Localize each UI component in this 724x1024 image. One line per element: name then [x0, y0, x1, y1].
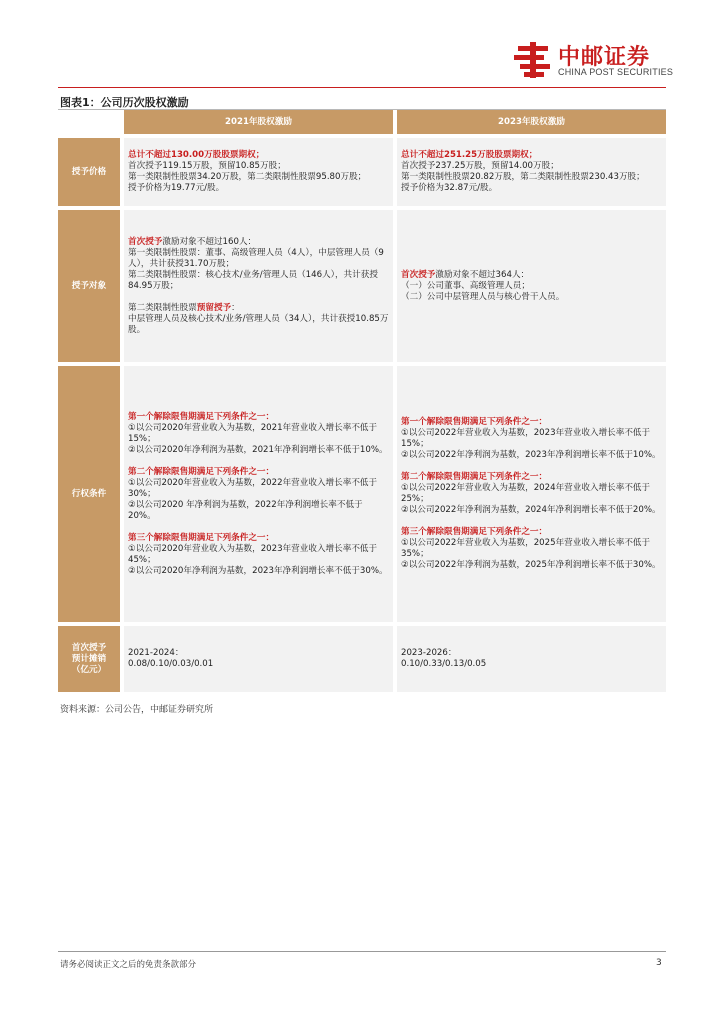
table-header-row — [58, 110, 666, 134]
cell-2023-amortization: 2023-2026： 0.10/0.33/0.13/0.05 — [397, 626, 666, 692]
source-note: 资料来源：公司公告，中邮证券研究所 — [60, 705, 214, 715]
table-row-amortization — [58, 626, 666, 692]
equity-incentive-table — [58, 110, 666, 692]
row-label-grant-price: 授予价格 — [58, 138, 120, 206]
cell-2023-exercise-conditions: 第一个解除限售期满足下列条件之一： ①以公司2022年营业收入为基数，2023年营业收入增长率不低于15%； ②以公司2022年净利润为基数，2023年净利润增长率不低于10%。 第二个解除限售期满足下列条件之一： ①以公司2022年营业收入为基数，2024年营业收入增长率不低于25%； ②以公司2022年净利润为基数，2024年净利润增长率不低于20%。 第三个解除限售期满足下列条件之一： ①以公司2022年营业收入为基数，2025年营业收入增长率不低于35%； ②以公司2022年净利润为基数，2025年净利润增长率不低于30%。 — [397, 366, 666, 622]
china-post-logo-icon — [514, 42, 554, 78]
page-header — [0, 0, 724, 90]
table-row-exercise-conditions — [58, 366, 666, 622]
table-row-grant-target — [58, 210, 666, 362]
brand-name-en: CHINA POST SECURITIES — [558, 67, 674, 77]
row-label-exercise-conditions: 行权条件 — [58, 366, 120, 622]
cell-2023-grant-target: 首次授予激励对象不超过364人： （一）公司董事、高级管理人员； （二）公司中层管理人员与核心骨干人员。 — [397, 210, 666, 362]
cell-2021-grant-price: 总计不超过130.00万股股票期权； 首次授予119.15万股，预留10.85万股； 第一类限制性股票34.20万股，第二类限制性股票95.80万股； 授予价格为19.77元/股。 — [124, 138, 393, 206]
brand-name-cn: 中邮证券 — [558, 45, 651, 70]
cell-2021-grant-target: 首次授予激励对象不超过160人： 第一类限制性股票：董事、高级管理人员（4人），中层管理人员（9人），共计获授31.70万股； 第二类限制性股票：核心技术/业务/管理人员（146人），共计获授84.95万股； 第二类限制性股票预留授予： 中层管理人员及核心技术/业务/管理人员（34人），共计获授10.85万股。 — [124, 210, 393, 362]
footer-divider — [58, 951, 666, 952]
header-divider — [58, 87, 666, 88]
table-row-grant-price — [58, 138, 666, 206]
cell-2021-exercise-conditions: 第一个解除限售期满足下列条件之一： ①以公司2020年营业收入为基数，2021年营业收入增长率不低于15%； ②以公司2020年净利润为基数，2021年净利润增长率不低于10%。 第二个解除限售期满足下列条件之一： ①以公司2020年营业收入为基数，2022年营业收入增长率不低于30%； ②以公司2020 年净利润为基数，2022年净利润增长率不低于20%。 第三个解除限售期满足下列条件之一： ①以公司2020年营业收入为基数，2023年营业收入增长率不低于45%； ②以公司2020年净利润为基数，2023年净利润增长率不低于30%。 — [124, 366, 393, 622]
cell-2023-grant-price: 总计不超过251.25万股股票期权； 首次授予237.25万股，预留14.00万股； 第一类限制性股票20.82万股，第二类限制性股票230.43万股； 授予价格为32.87元/股。 — [397, 138, 666, 206]
page-number: 3 — [656, 958, 662, 968]
cell-2021-amortization: 2021-2024： 0.08/0.10/0.03/0.01 — [124, 626, 393, 692]
row-label-amortization: 首次授予 预计摊销 （亿元） — [58, 626, 120, 692]
disclaimer-note: 请务必阅读正文之后的免责条款部分 — [60, 960, 197, 970]
figure-title: 图表1：公司历次股权激励 — [60, 96, 189, 109]
column-header-2023: 2023年股权激励 — [397, 110, 666, 134]
row-label-grant-target: 授予对象 — [58, 210, 120, 362]
column-header-2021: 2021年股权激励 — [124, 110, 393, 134]
